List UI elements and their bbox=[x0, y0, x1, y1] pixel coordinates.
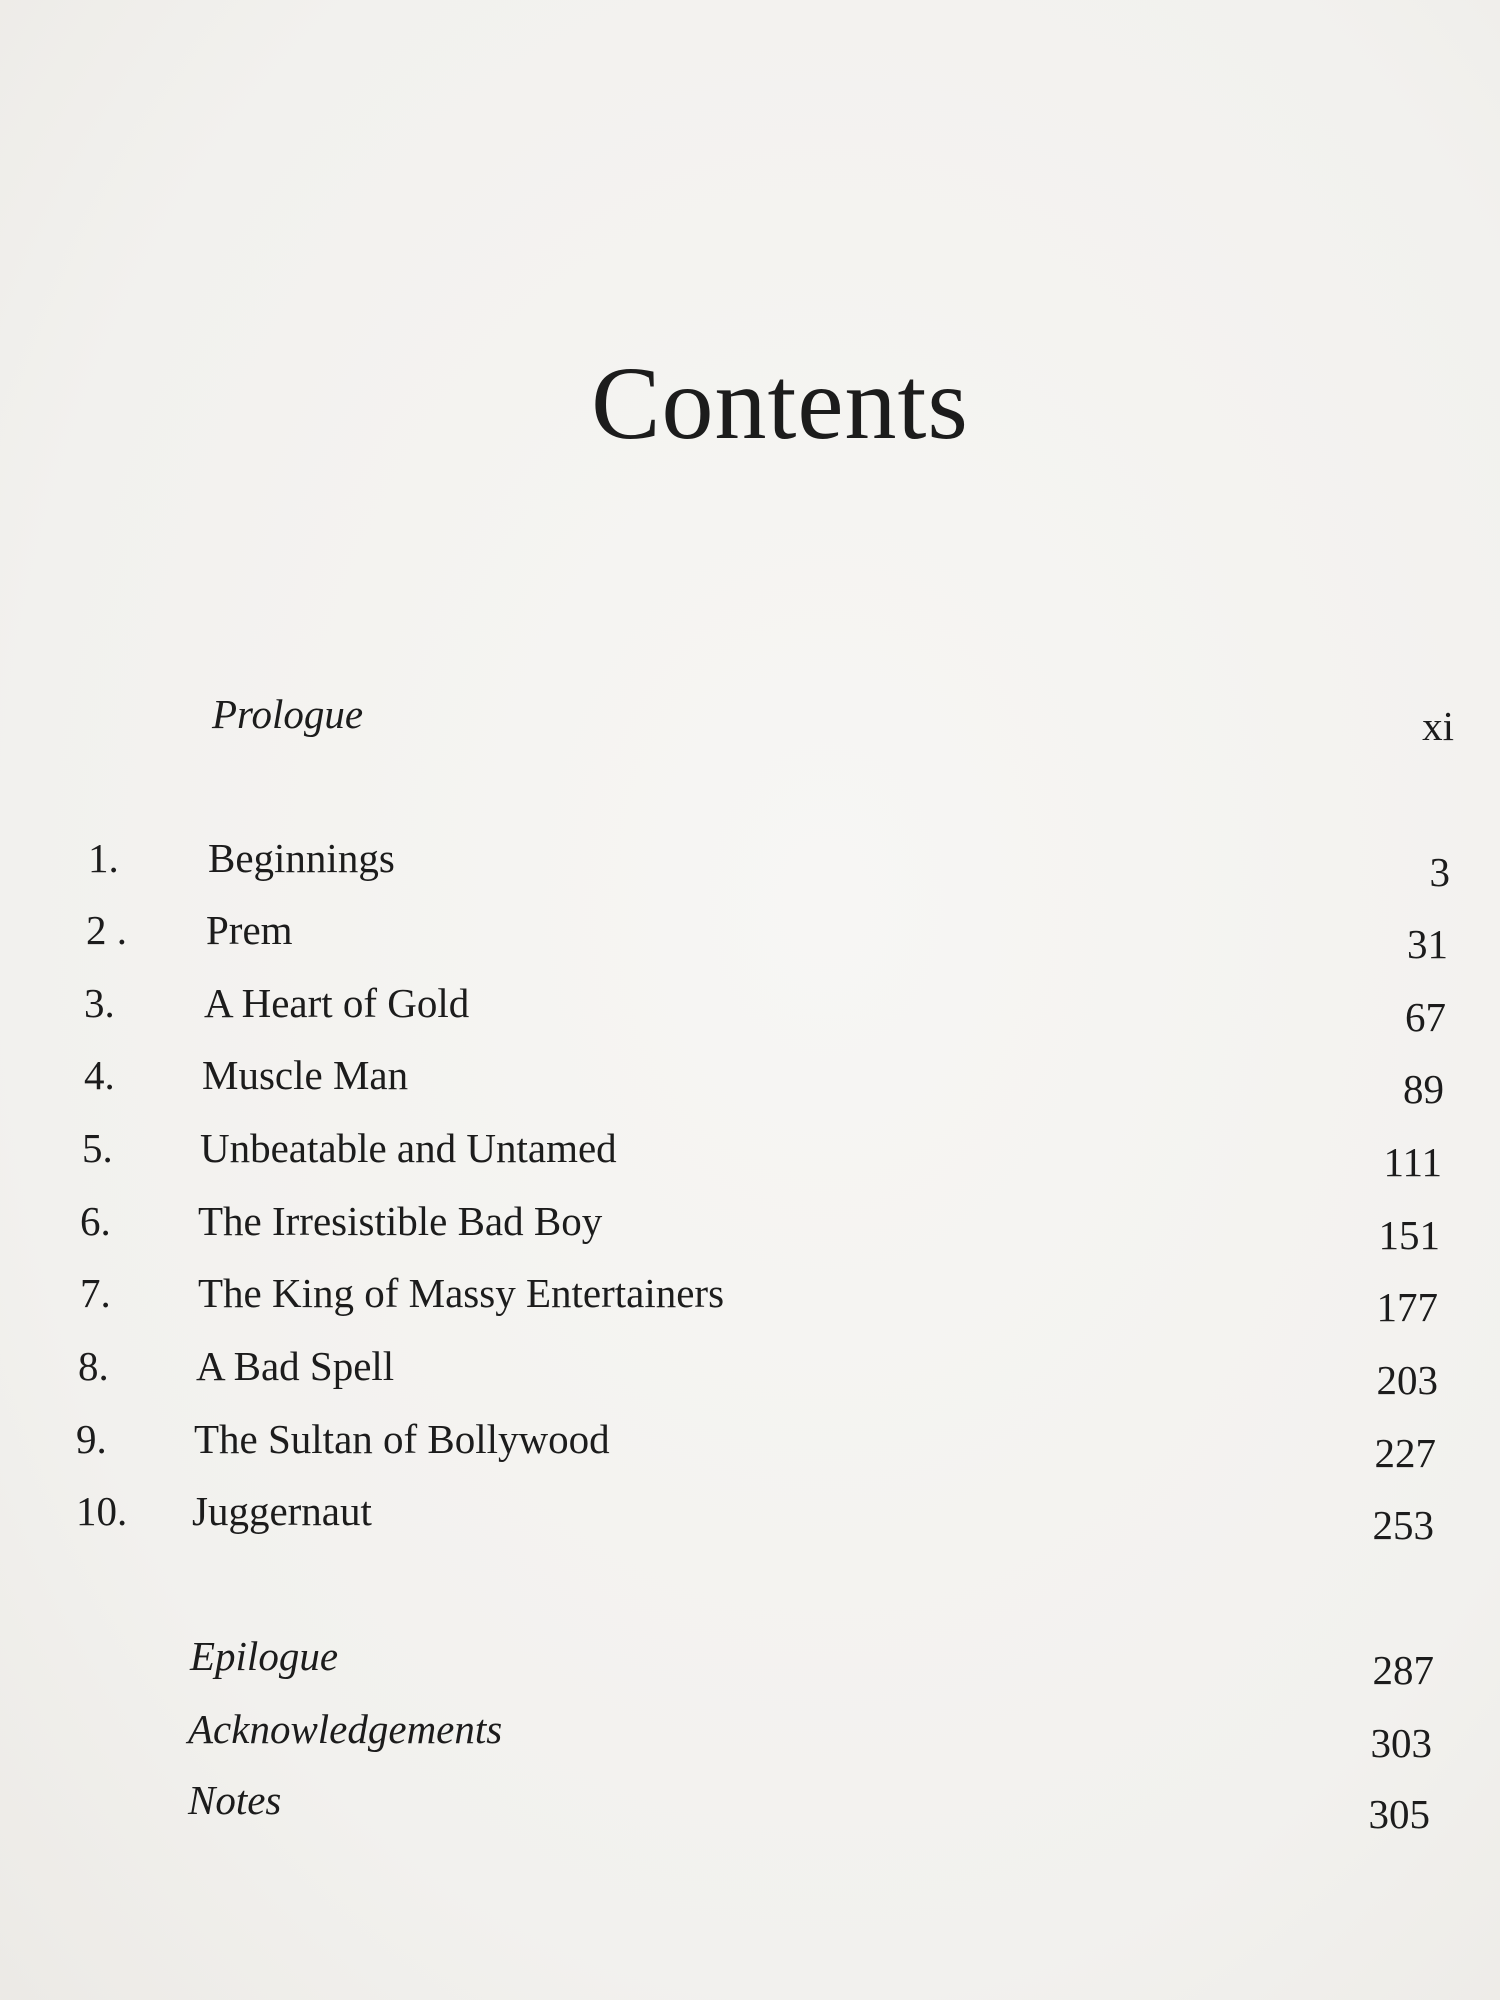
chapter-number: 1. bbox=[88, 835, 119, 881]
toc-chapter-9 bbox=[0, 1411, 1500, 1476]
toc-chapter-7 bbox=[0, 1265, 1500, 1330]
chapter-title: Muscle Man bbox=[202, 1052, 409, 1098]
chapter-number: 9. bbox=[76, 1416, 107, 1462]
chapter-number: 4. bbox=[84, 1052, 115, 1098]
chapter-title: The King of Massy Entertainers bbox=[198, 1270, 725, 1316]
chapter-number: 7. bbox=[80, 1270, 111, 1316]
chapter-page: 227 bbox=[1374, 1430, 1436, 1476]
toc-entry-label: Notes bbox=[188, 1777, 282, 1823]
chapter-number: 5. bbox=[82, 1125, 113, 1171]
chapter-page: 67 bbox=[1405, 994, 1446, 1040]
chapter-number: 2 . bbox=[86, 907, 127, 953]
chapter-title: Prem bbox=[206, 907, 293, 953]
toc-entry-notes bbox=[0, 1772, 1500, 1837]
toc-entry-acknowledgements bbox=[0, 1701, 1500, 1766]
toc-chapter-5 bbox=[0, 1120, 1500, 1185]
toc-entry-label: Epilogue bbox=[190, 1633, 339, 1679]
toc-chapter-2 bbox=[0, 902, 1500, 967]
chapter-page: 111 bbox=[1383, 1139, 1442, 1185]
chapter-title: Beginnings bbox=[208, 835, 395, 881]
page-title: Contents bbox=[591, 346, 969, 461]
chapter-page: 151 bbox=[1378, 1212, 1440, 1258]
chapter-page: 203 bbox=[1376, 1357, 1438, 1403]
toc-entry-label: Acknowledgements bbox=[188, 1706, 503, 1752]
chapter-page: 89 bbox=[1403, 1066, 1444, 1112]
chapter-number: 8. bbox=[78, 1343, 109, 1389]
toc-chapter-4 bbox=[0, 1047, 1500, 1112]
chapter-number: 6. bbox=[80, 1198, 111, 1244]
chapter-title: The Irresistible Bad Boy bbox=[198, 1198, 603, 1244]
chapter-title: A Bad Spell bbox=[196, 1343, 395, 1389]
chapter-title: A Heart of Gold bbox=[204, 980, 470, 1026]
chapter-page: 3 bbox=[1429, 849, 1450, 895]
chapter-number: 10. bbox=[76, 1488, 128, 1534]
chapter-page: 253 bbox=[1372, 1502, 1434, 1548]
chapter-page: 31 bbox=[1407, 921, 1448, 967]
chapter-title: Unbeatable and Untamed bbox=[200, 1125, 617, 1171]
toc-chapter-10 bbox=[0, 1483, 1500, 1548]
toc-entry-label: Prologue bbox=[212, 691, 364, 737]
toc-entry-page: xi bbox=[1422, 703, 1454, 749]
toc-entry-page: 305 bbox=[1368, 1791, 1430, 1837]
chapter-title: The Sultan of Bollywood bbox=[194, 1416, 610, 1462]
toc-entry-page: 287 bbox=[1372, 1647, 1434, 1693]
toc-entry-prologue bbox=[0, 686, 1500, 749]
chapter-number: 3. bbox=[84, 980, 115, 1026]
toc-chapter-6 bbox=[0, 1193, 1500, 1258]
chapter-page: 177 bbox=[1376, 1284, 1438, 1330]
chapter-title: Juggernaut bbox=[192, 1488, 372, 1534]
toc-entry-epilogue bbox=[0, 1628, 1500, 1693]
toc-entry-page: 303 bbox=[1370, 1720, 1432, 1766]
toc-chapter-3 bbox=[0, 975, 1500, 1040]
toc-chapter-8 bbox=[0, 1338, 1500, 1403]
toc-chapter-1 bbox=[0, 830, 1500, 895]
